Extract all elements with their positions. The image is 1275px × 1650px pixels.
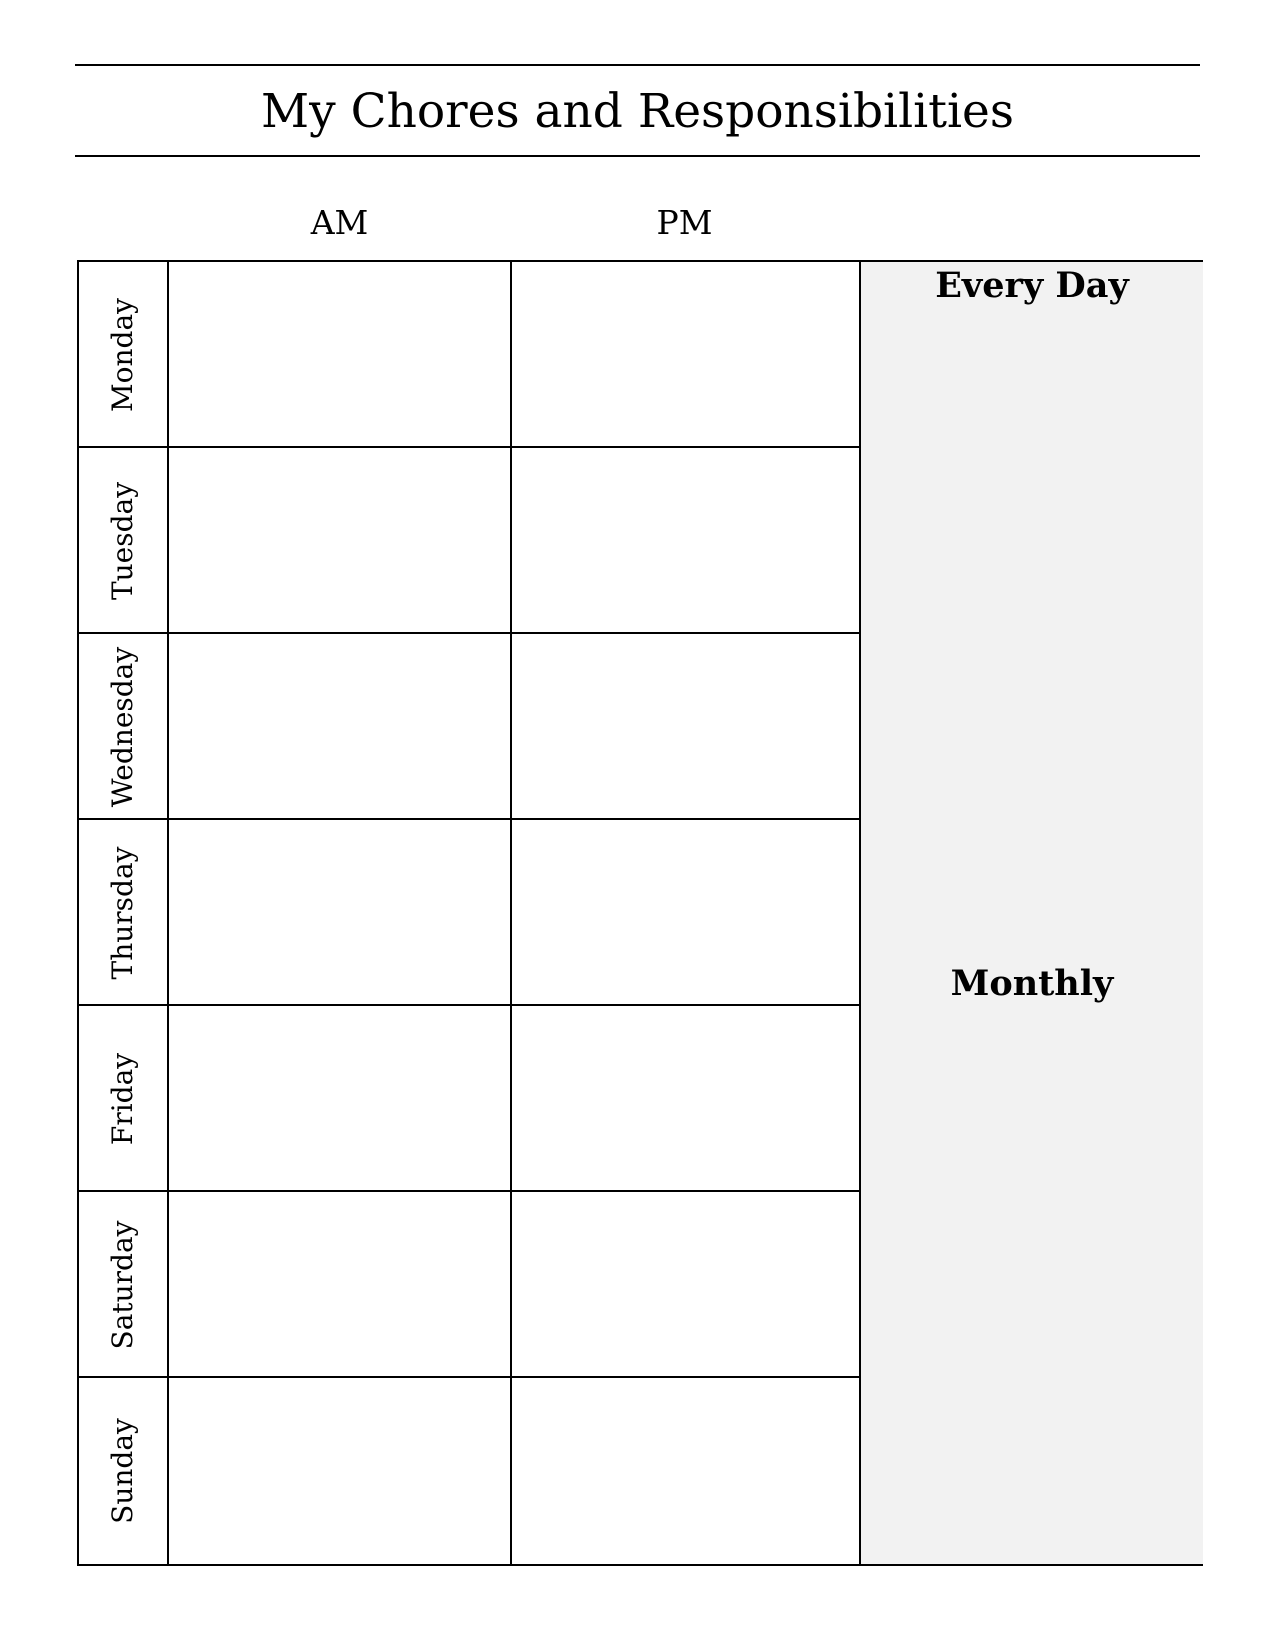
day-label-cell bbox=[79, 1192, 169, 1378]
am-column-header: AM bbox=[310, 203, 369, 242]
page-title: My Chores and Responsibilities bbox=[261, 84, 1014, 139]
friday-am-slot[interactable] bbox=[169, 1006, 512, 1192]
tuesday-am-slot[interactable] bbox=[169, 448, 512, 634]
monthly-heading: Monthly bbox=[950, 963, 1114, 1004]
wednesday-pm-slot[interactable] bbox=[512, 634, 859, 820]
day-label-sunday: Sunday bbox=[106, 1418, 139, 1524]
chore-grid bbox=[77, 260, 1203, 1566]
tuesday-pm-slot[interactable] bbox=[512, 448, 859, 634]
day-row-saturday bbox=[79, 1192, 859, 1378]
day-label-cell bbox=[79, 634, 169, 820]
day-label-cell bbox=[79, 1006, 169, 1192]
thursday-pm-slot[interactable] bbox=[512, 820, 859, 1006]
monday-am-slot[interactable] bbox=[169, 262, 512, 448]
day-label-saturday: Saturday bbox=[106, 1220, 139, 1350]
sunday-am-slot[interactable] bbox=[169, 1378, 512, 1564]
day-label-cell bbox=[79, 448, 169, 634]
day-label-monday: Monday bbox=[106, 298, 139, 412]
sunday-pm-slot[interactable] bbox=[512, 1378, 859, 1564]
day-label-tuesday: Tuesday bbox=[106, 481, 139, 601]
day-row-monday bbox=[79, 262, 859, 448]
day-row-tuesday bbox=[79, 448, 859, 634]
side-panel[interactable] bbox=[859, 262, 1203, 1564]
saturday-pm-slot[interactable] bbox=[512, 1192, 859, 1378]
friday-pm-slot[interactable] bbox=[512, 1006, 859, 1192]
day-label-cell bbox=[79, 262, 169, 448]
day-row-friday bbox=[79, 1006, 859, 1192]
day-label-cell bbox=[79, 1378, 169, 1564]
thursday-am-slot[interactable] bbox=[169, 820, 512, 1006]
top-rule bbox=[75, 64, 1200, 66]
day-row-wednesday bbox=[79, 634, 859, 820]
wednesday-am-slot[interactable] bbox=[169, 634, 512, 820]
day-label-thursday: Thursday bbox=[106, 846, 139, 980]
title-bottom-rule bbox=[75, 155, 1200, 157]
day-label-friday: Friday bbox=[106, 1052, 139, 1146]
pm-column-header: PM bbox=[656, 203, 713, 242]
every-day-heading: Every Day bbox=[935, 265, 1129, 306]
monday-pm-slot[interactable] bbox=[512, 262, 859, 448]
day-label-cell bbox=[79, 820, 169, 1006]
day-row-sunday bbox=[79, 1378, 859, 1564]
saturday-am-slot[interactable] bbox=[169, 1192, 512, 1378]
day-label-wednesday: Wednesday bbox=[106, 646, 139, 808]
day-row-thursday bbox=[79, 820, 859, 1006]
